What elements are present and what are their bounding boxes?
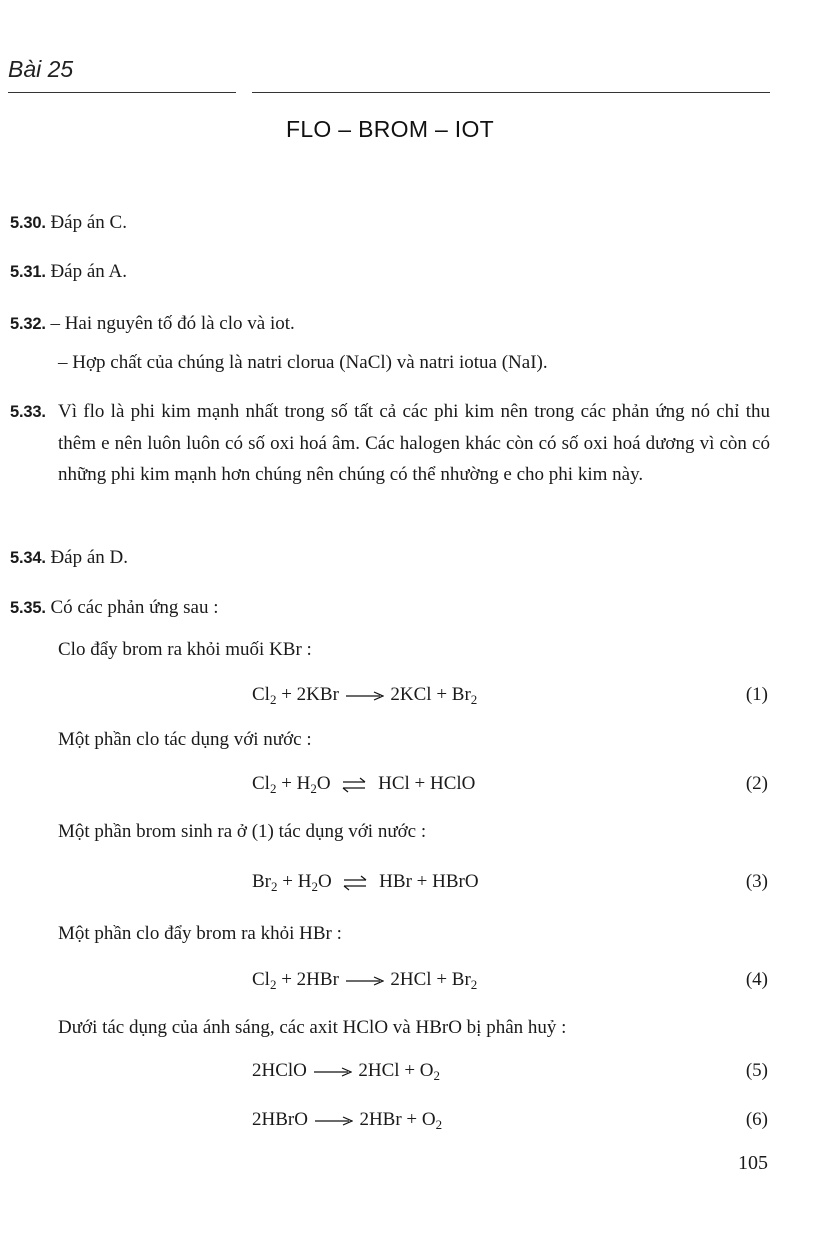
answer-5-33-number xyxy=(10,396,46,429)
answer-number: 5.30. xyxy=(10,214,46,232)
forward-arrow-icon xyxy=(346,976,384,986)
reaction-equation-6: 2HBrO $2HBr + O_2$ xyxy=(252,1109,443,1132)
answer-text: Đáp án A. xyxy=(50,261,127,282)
forward-arrow-icon xyxy=(314,1067,352,1077)
page-number: 105 xyxy=(738,1152,768,1174)
answer-number: 5.34. xyxy=(10,549,46,567)
forward-arrow-icon xyxy=(315,1116,353,1126)
header-rule-left xyxy=(8,92,236,93)
answer-text: Có các phản ứng sau : xyxy=(50,597,219,618)
page-title: FLO – BROM – IOT xyxy=(285,116,494,142)
reaction-equation-2: $Cl_2 + H_2O$ HCl + HClO xyxy=(252,773,476,796)
answer-5-35 xyxy=(10,592,770,624)
reaction-equation-3: $Br_2 + H_2O$ HBr + HBrO xyxy=(252,871,479,894)
reaction-intro: Một phần clo đẩy brom ra khỏi HBr : xyxy=(58,923,342,944)
equation-number: (5) xyxy=(745,1060,768,1081)
equation-number: (4) xyxy=(745,969,768,990)
equation-number: (6) xyxy=(745,1109,768,1130)
answer-text: Đáp án D. xyxy=(50,547,129,568)
reaction-equation-4: $Cl_2 + 2HBr$ $2HCl + Br_2$ xyxy=(252,969,478,992)
lesson-label: Bài 25 xyxy=(8,56,74,82)
equation-number: (3) xyxy=(745,871,768,892)
reaction-intro: Clo đẩy brom ra khỏi muối KBr : xyxy=(58,639,312,660)
answer-5-33-text: Vì flo là phi kim mạnh nhất trong số tất cả các phi kim nên trong các phản ứng nó chỉ thu thêm e nên luôn luôn có số oxi hoá âm. Các halogen khác còn có số oxi hoá dương vì còn có những phi kim mạnh hơn chúng nên chúng có thể nhường e cho phi kim này. xyxy=(58,401,770,485)
forward-arrow-icon xyxy=(346,691,384,701)
equation-number: (2) xyxy=(745,773,768,794)
answer-number: 5.31. xyxy=(10,263,46,281)
answer-number: 5.32. xyxy=(10,315,46,333)
answer-number: 5.35. xyxy=(10,599,46,617)
answer-5-32 xyxy=(10,308,770,340)
reaction-equation-1: $Cl_2 + 2KBr$ $2KCl + Br_2$ xyxy=(252,684,478,707)
answer-line: – Hai nguyên tố đó là clo và iot. xyxy=(50,313,295,334)
reaction-intro: Một phần clo tác dụng với nước : xyxy=(58,729,312,750)
reaction-equation-5: 2HClO $2HCl + O_2$ xyxy=(252,1060,441,1083)
reversible-arrow-icon xyxy=(342,875,368,891)
answer-number: 5.33. xyxy=(10,403,46,421)
answer-text: Đáp án C. xyxy=(50,212,127,233)
header-rule-right xyxy=(252,92,770,93)
reaction-intro: Một phần brom sinh ra ở (1) tác dụng với nước : xyxy=(58,821,427,842)
answer-5-34 xyxy=(10,542,770,574)
answer-line: – Hợp chất của chúng là natri clorua (NaCl) và natri iotua (NaI). xyxy=(58,352,548,373)
reversible-arrow-icon xyxy=(341,777,367,793)
answer-5-31 xyxy=(10,256,770,288)
answer-5-30 xyxy=(10,207,770,239)
reaction-intro: Dưới tác dụng của ánh sáng, các axit HClO và HBrO bị phân huỷ : xyxy=(58,1017,567,1038)
equation-number: (1) xyxy=(745,684,768,705)
